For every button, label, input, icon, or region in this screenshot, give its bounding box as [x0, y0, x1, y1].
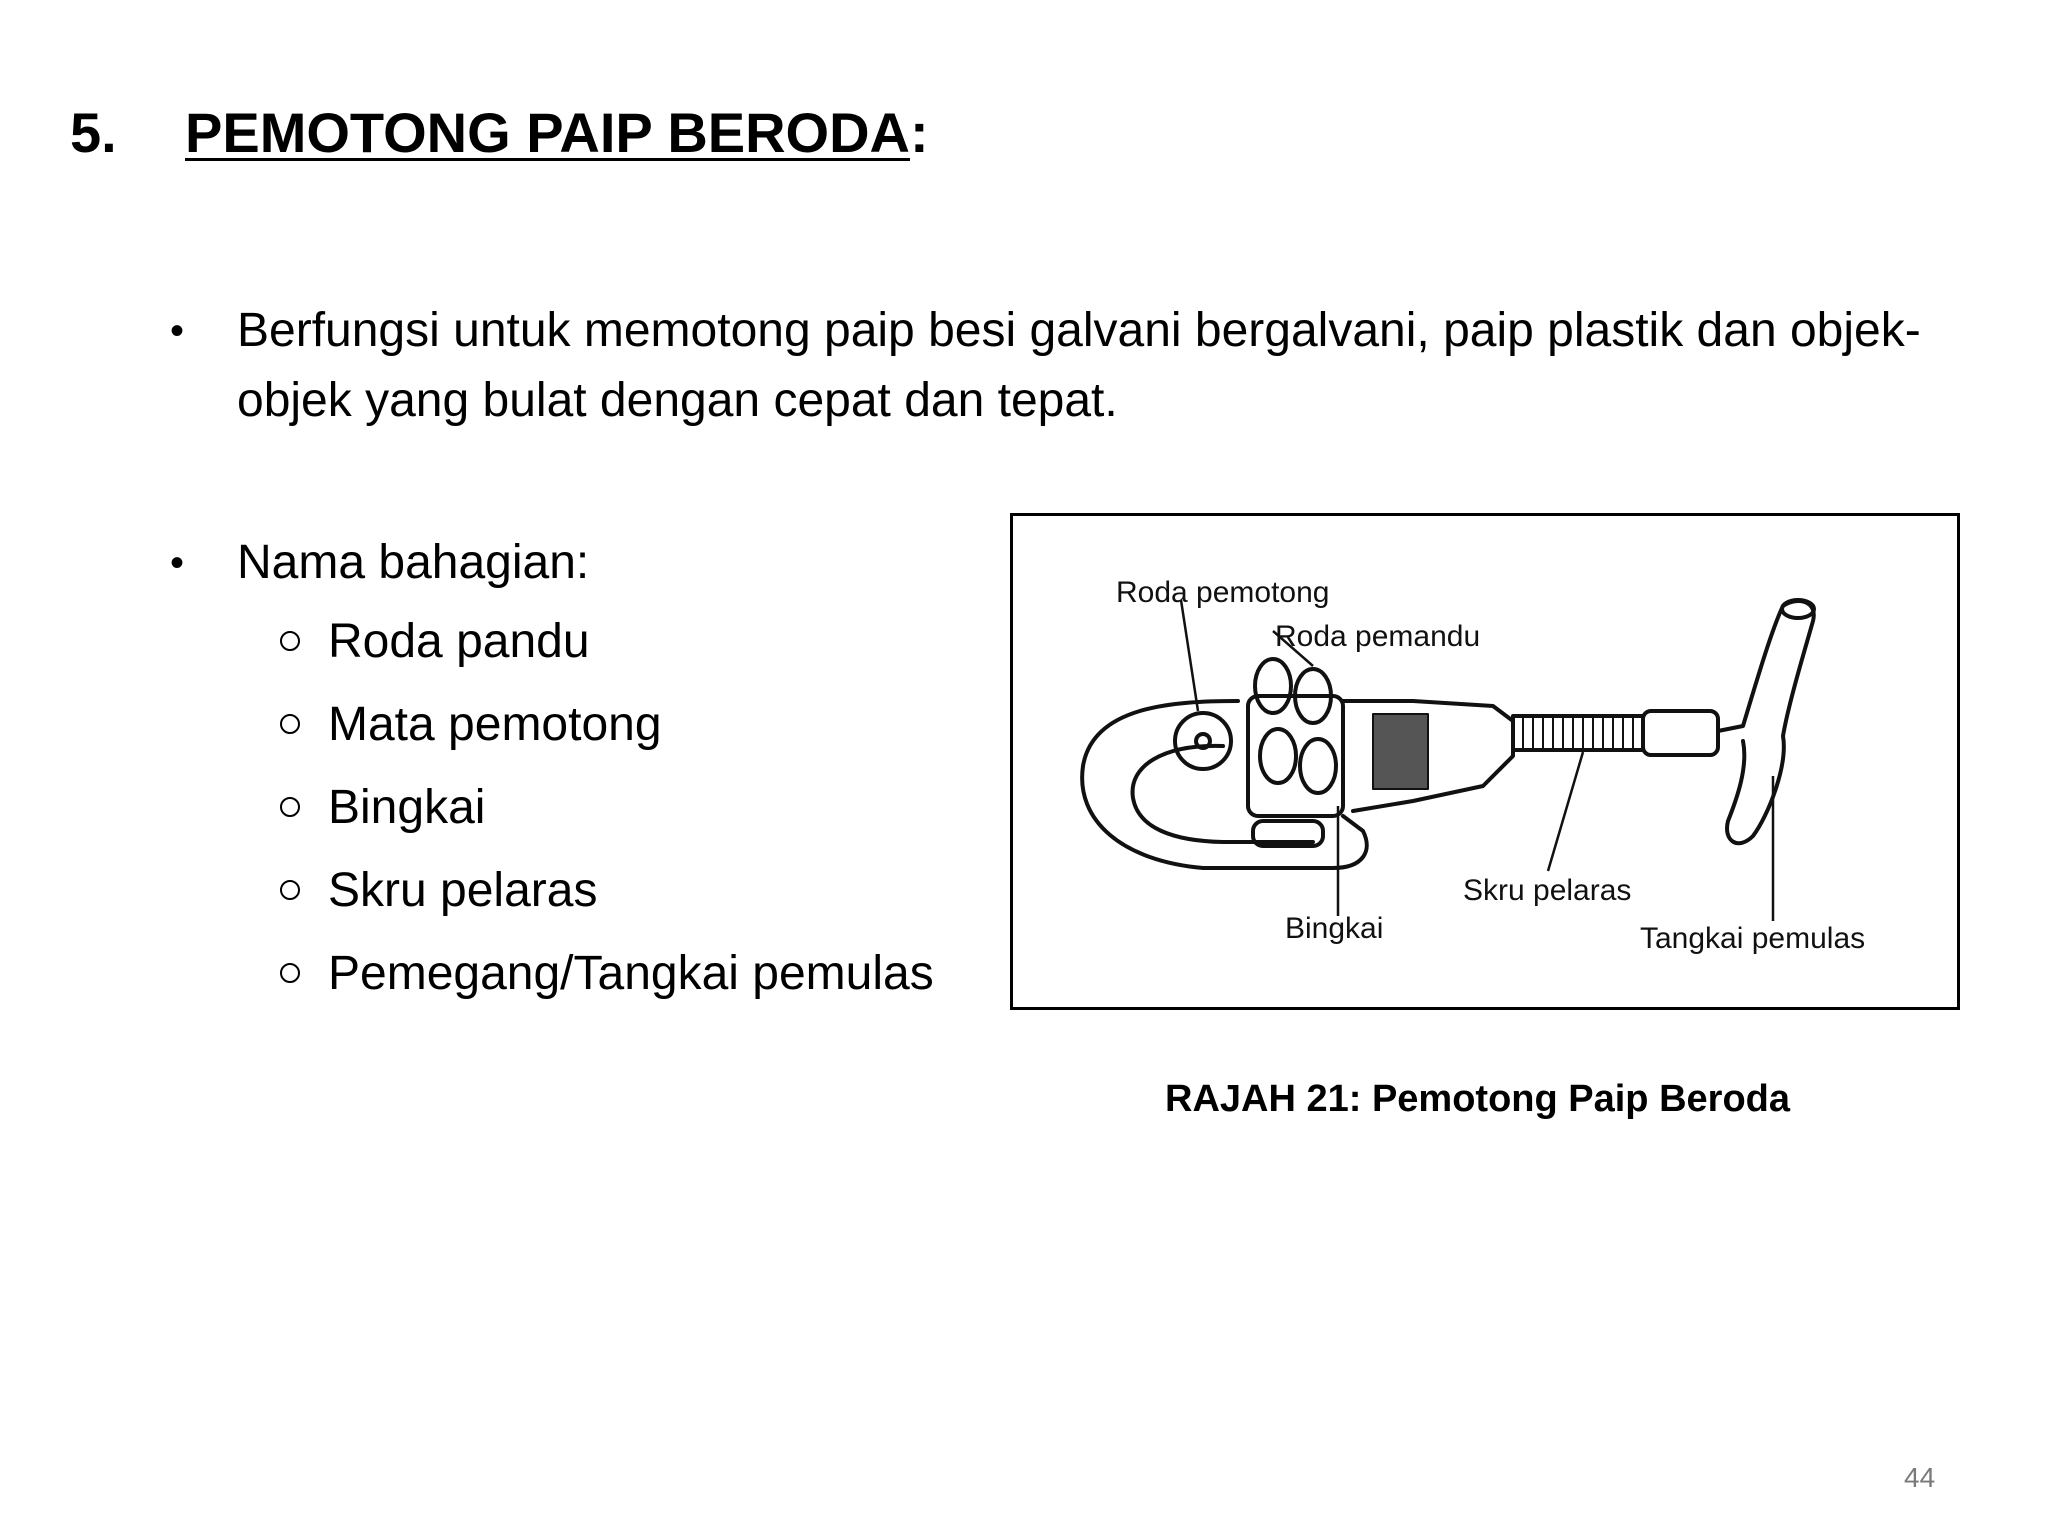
pipe-cutter-figure [1010, 513, 1960, 1010]
circle-bullet-icon [280, 631, 300, 651]
bullet-text: Berfungsi untuk memotong paip besi galvani bergalvani, paip plastik dan objek-objek yang bulat dengan cepat dan tepat. [237, 304, 1921, 427]
cutting-wheel [1175, 713, 1231, 769]
circle-bullet-icon [280, 963, 300, 983]
t-handle [1718, 601, 1814, 843]
label-tangkai-pemulas: Tangkai pemulas [1640, 922, 1866, 955]
part-label: Skru pelaras [328, 864, 598, 917]
section-title: PEMOTONG PAIP BERODA [185, 101, 910, 164]
circle-bullet-icon [280, 797, 300, 817]
section-heading [70, 100, 929, 165]
part-label: Bingkai [328, 781, 486, 834]
label-skru-pelaras: Skru pelaras [1463, 874, 1632, 907]
guide-roller [1255, 659, 1291, 713]
leader-skru-pelaras [1548, 752, 1583, 871]
label-bingkai: Bingkai [1285, 912, 1384, 945]
label-roda-pemotong: Roda pemotong [1116, 576, 1330, 609]
label-roda-pemandu: Roda pemandu [1275, 620, 1481, 653]
leader-roda-pemotong [1181, 600, 1198, 711]
guide-roller [1260, 729, 1296, 783]
section-number: 5. [70, 101, 117, 164]
part-label: Pemegang/Tangkai pemulas [328, 947, 934, 1000]
circle-bullet-icon [280, 714, 300, 734]
body-hatch [1373, 714, 1428, 789]
figure-caption: RAJAH 21: Pemotong Paip Beroda [1165, 1078, 1790, 1120]
part-label: Roda pandu [328, 615, 590, 668]
bullet-icon: • [170, 541, 185, 585]
guide-roller [1300, 739, 1336, 793]
bullet-icon: • [170, 309, 185, 353]
page-number: 44 [1904, 1462, 1936, 1493]
handle-collar [1643, 711, 1718, 755]
part-label: Mata pemotong [328, 698, 662, 751]
pipe-cutter-illustration [1013, 516, 1957, 1007]
bullet-text: Nama bahagian: [237, 536, 590, 589]
circle-bullet-icon [280, 880, 300, 900]
section-title-suffix: : [910, 101, 929, 164]
